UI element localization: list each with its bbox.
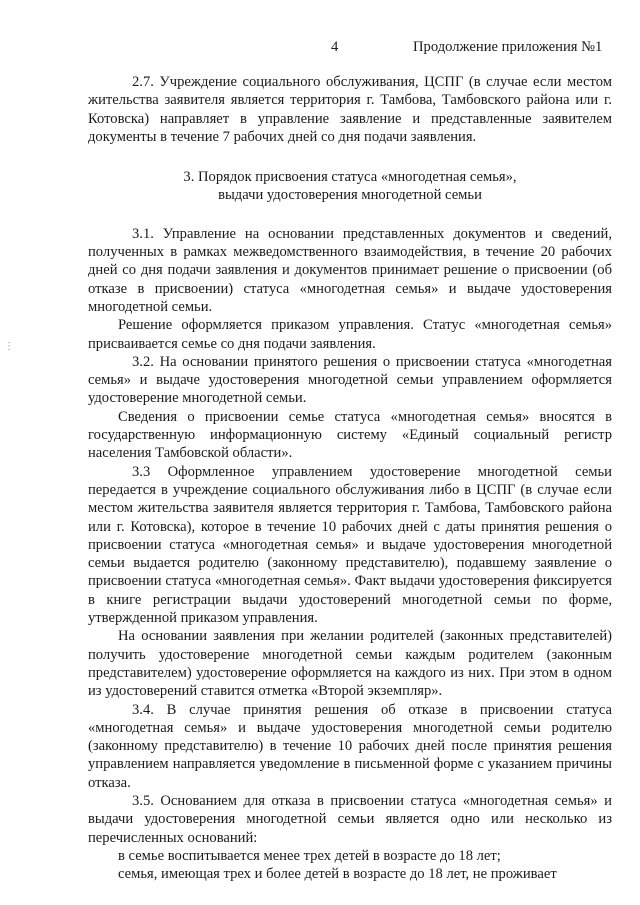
paragraph-3-1: 3.1. Управление на основании представленных документов и сведений, полученных в рамках межведомственного взаимодействия, в течение 20 рабочих дней со дня подачи заявления и документов принимает решение о присвоении (об отказе в присвоении) статуса «многодетная семья» и выдаче удостоверения многодетной семьи. xyxy=(88,225,612,315)
scan-artifact: ⋮ xyxy=(4,341,14,352)
running-title: Продолжение приложения №1 xyxy=(413,39,603,55)
paragraph-2-7: 2.7. Учреждение социального обслуживания, ЦСПГ (в случае если местом жительства заявителя является территория г. Тамбова, Тамбовского района или г. Котовска) направляет в управление заявление и представленные заявителем документы в течение 7 рабочих дней со дня подачи заявления. xyxy=(88,74,612,145)
paragraph-3-2-register: Сведения о присвоении семье статуса «многодетная семья» вносятся в государственную информационную систему «Единый социальный регистр населения Тамбовской области». xyxy=(88,408,612,462)
paragraph-3-2: 3.2. На основании принятого решения о присвоении статуса «многодетная семья» и выдаче удостоверения многодетной семьи управлением оформляется удостоверение многодетной семьи. xyxy=(88,353,612,407)
paragraph-3-3: 3.3 Оформленное управлением удостоверение многодетной семьи передается в учреждение социального обслуживания либо в ЦСПГ (в случае если местом жительства заявителя является территория г. Тамбова, Тамбовского района или г. Котовска), которое в течение 10 рабочих дней с даты принятия решения о присвоении статуса «многодетная семья» и выдаче удостоверения многодетной семьи выдается родителю (законному представителю), подавшему заявление о присвоении статуса «многодетная семья». Факт выдачи удостоверения фиксируется в книге регистрации выдачи удостоверений многодетной семьи по форме, утвержденной приказом управления. xyxy=(88,463,612,627)
paragraph-3-1-decision: Решение оформляется приказом управления. Статус «многодетная семья» присваивается семье со дня подачи заявления. xyxy=(88,317,612,352)
paragraph-3-5: 3.5. Основанием для отказа в присвоении статуса «многодетная семья» и выдачи удостоверения многодетной семьи является одно или несколько из перечисленных оснований: xyxy=(88,792,612,846)
document-body xyxy=(88,73,612,883)
page-number: 4 xyxy=(331,39,339,55)
section-heading xyxy=(88,168,612,205)
section-heading-line-2: выдачи удостоверения многодетной семьи xyxy=(218,187,482,204)
list-item-reason-1: в семье воспитывается менее трех детей в возрасте до 18 лет; xyxy=(118,847,501,864)
paragraph-3-4: 3.4. В случае принятия решения об отказе в присвоении статуса «многодетная семья» и выдаче удостоверения многодетной семьи родителю (законному представителю) в течение 10 рабочих дней после принятия решения управлением направляется уведомление в письменной форме с указанием причины отказа. xyxy=(88,701,612,791)
section-heading-line-1: 3. Порядок присвоения статуса «многодетная семья», xyxy=(183,169,517,186)
paragraph-3-3-second-copy: На основании заявления при желании родителей (законных представителей) получить удостоверение многодетной семьи каждым родителем (законным представителем) удостоверение оформляется на каждого из них. При этом в одном из удостоверений ставится отметка «Второй экземпляр». xyxy=(88,628,612,700)
list-item-reason-2: семья, имеющая трех и более детей в возрасте до 18 лет, не проживает xyxy=(118,866,557,883)
